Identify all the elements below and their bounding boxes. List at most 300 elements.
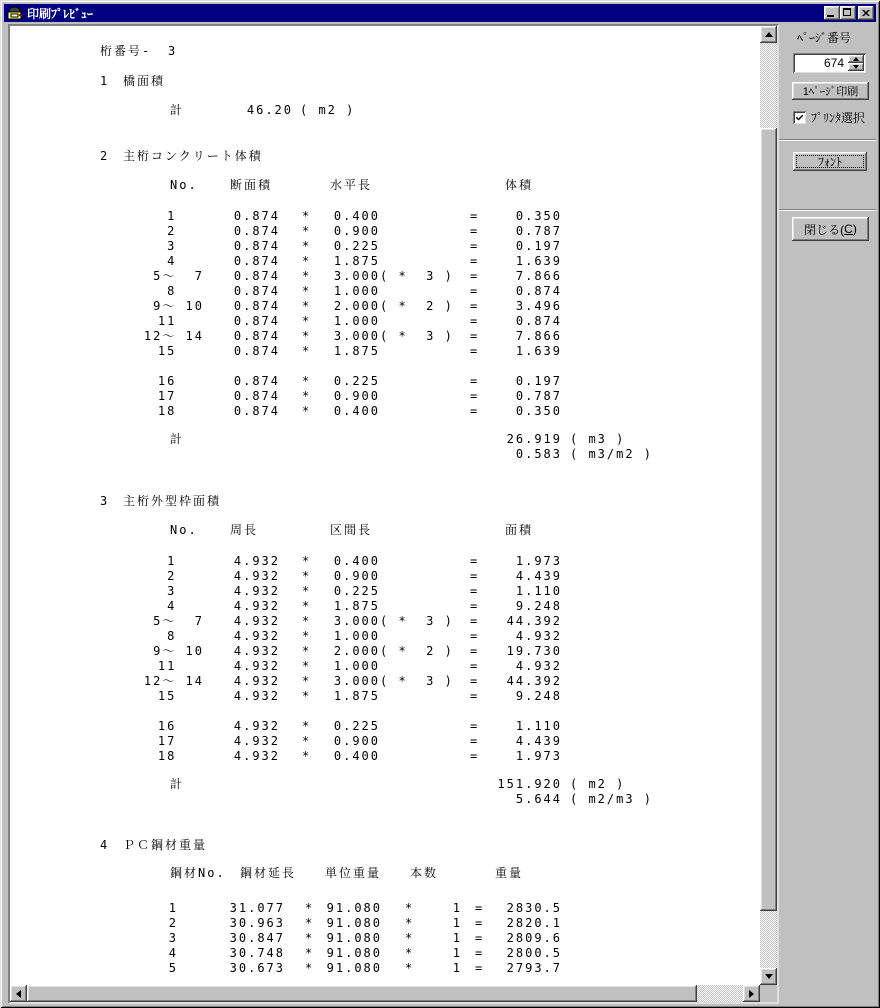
table-row — [10, 719, 760, 734]
cell-count: 1 — [452, 931, 462, 945]
times-sign: * — [302, 659, 312, 673]
cell-steel-len: 31.077 — [229, 901, 285, 915]
equals-sign: = — [470, 404, 480, 418]
table-row — [10, 329, 760, 344]
table-row — [10, 584, 760, 599]
times-sign: * — [305, 901, 315, 915]
section4-headers — [10, 866, 760, 881]
cell-no: 18 — [157, 749, 204, 763]
cell-result: 3.496 — [515, 299, 562, 313]
cell-result: 19.730 — [506, 644, 562, 658]
times-sign: * — [302, 254, 312, 268]
cell-weight: 2820.1 — [506, 916, 562, 930]
page-number-value: 674 — [823, 56, 844, 70]
times-sign: * — [302, 689, 312, 703]
times-sign: * — [302, 599, 312, 613]
times-sign: * — [405, 931, 415, 945]
times-sign: * — [302, 224, 312, 238]
cell-perimeter: 4.932 — [233, 689, 280, 703]
equals-sign: = — [475, 916, 485, 930]
cell-result: 0.197 — [515, 239, 562, 253]
cell-steel-no: 5 — [168, 961, 178, 975]
equals-sign: = — [470, 554, 480, 568]
cell-span: 1.875 — [333, 689, 380, 703]
times-sign: * — [302, 344, 312, 358]
cell-area: 0.874 — [233, 254, 280, 268]
cell-area: 0.874 — [233, 224, 280, 238]
section3-rows-a — [10, 554, 760, 704]
cell-no: 3 — [167, 239, 204, 253]
cell-area: 0.874 — [233, 404, 280, 418]
table-row — [10, 254, 760, 269]
table-row — [10, 239, 760, 254]
cell-result: 7.866 — [515, 269, 562, 283]
spin-up-button[interactable] — [848, 55, 864, 63]
cell-no: 5～ 7 — [153, 614, 204, 628]
cell-count: 1 — [452, 961, 462, 975]
section3-headers — [10, 523, 760, 538]
total-value: 26.919 — [506, 432, 562, 446]
col-header-volume: 体積 — [505, 178, 534, 192]
cell-steel-no: 3 — [168, 931, 178, 945]
cell-result: 4.932 — [515, 629, 562, 643]
equals-sign: = — [470, 284, 480, 298]
cell-result: 0.197 — [515, 374, 562, 388]
window-controls — [824, 6, 874, 20]
cell-length: 0.225 — [333, 374, 380, 388]
spin-down-button[interactable] — [848, 63, 864, 71]
equals-sign: = — [470, 389, 480, 403]
cell-steel-len: 30.748 — [229, 946, 285, 960]
cell-area: 0.874 — [233, 314, 280, 328]
table-row — [10, 931, 760, 946]
times-sign: * — [305, 946, 315, 960]
close-dialog-button[interactable] — [792, 217, 869, 241]
section-title: 主桁外型枠面積 — [123, 494, 222, 508]
cell-multiplier: ( * 3 ) — [380, 269, 454, 283]
cell-unit-weight: 91.080 — [326, 946, 382, 960]
printer-select-label: ﾌﾟﾘﾝﾀ選択 — [811, 111, 866, 125]
times-sign: * — [302, 674, 312, 688]
cell-no: 3 — [167, 584, 204, 598]
cell-span: 0.400 — [333, 554, 380, 568]
arrow-up-icon — [765, 32, 773, 37]
cell-result: 1.973 — [515, 554, 562, 568]
equals-sign: = — [475, 961, 485, 975]
cell-perimeter: 4.932 — [233, 674, 280, 688]
col-header-area: 断面積 — [230, 178, 273, 192]
table-row — [10, 916, 760, 931]
equals-sign: = — [470, 344, 480, 358]
cell-area: 0.874 — [233, 284, 280, 298]
section-number: 4 — [100, 838, 110, 852]
table-row — [10, 946, 760, 961]
section2-title — [10, 149, 760, 164]
cell-no: 15 — [157, 689, 204, 703]
total-unit: ( m3/m2 ) — [570, 447, 654, 461]
cell-length: 3.000 — [333, 269, 380, 283]
total-unit: ( m2 ) — [300, 103, 356, 117]
cell-no: 9～ 10 — [153, 644, 204, 658]
section3-title — [10, 494, 760, 509]
separator — [779, 139, 876, 141]
table-row — [10, 614, 760, 629]
equals-sign: = — [470, 314, 480, 328]
times-sign: * — [302, 404, 312, 418]
table-row — [10, 674, 760, 689]
equals-sign: = — [470, 644, 480, 658]
cell-no: 17 — [157, 389, 204, 403]
cell-area: 0.874 — [233, 239, 280, 253]
cell-count: 1 — [452, 901, 462, 915]
title-bar[interactable] — [4, 4, 876, 22]
minimize-icon — [827, 15, 834, 17]
times-sign: * — [302, 749, 312, 763]
control-panel — [779, 26, 876, 1000]
cell-span: 1.000 — [333, 659, 380, 673]
scrollbar-corner — [760, 985, 777, 1002]
cell-result: 4.439 — [515, 734, 562, 748]
girder-line — [10, 44, 760, 59]
table-row — [10, 554, 760, 569]
cell-result: 1.639 — [515, 344, 562, 358]
close-icon — [862, 10, 870, 17]
times-sign: * — [302, 329, 312, 343]
times-sign: * — [302, 569, 312, 583]
table-row — [10, 374, 760, 389]
cell-span: 2.000 — [333, 644, 380, 658]
section1-title — [10, 74, 760, 89]
equals-sign: = — [470, 689, 480, 703]
times-sign: * — [302, 314, 312, 328]
equals-sign: = — [470, 584, 480, 598]
cell-no: 11 — [157, 659, 204, 673]
table-row — [10, 734, 760, 749]
maximize-button[interactable] — [840, 6, 856, 20]
table-row — [10, 269, 760, 284]
close-label: 閉じる( — [804, 222, 845, 237]
times-sign: * — [302, 269, 312, 283]
cell-count: 1 — [452, 916, 462, 930]
table-row — [10, 389, 760, 404]
col-header-length: 水平長 — [330, 178, 373, 192]
close-button[interactable] — [858, 6, 874, 20]
arrow-down-icon — [765, 974, 773, 979]
section3-total-2 — [10, 792, 760, 807]
equals-sign: = — [470, 569, 480, 583]
cell-result: 9.248 — [515, 599, 562, 613]
cell-no: 8 — [167, 629, 204, 643]
cell-area: 0.874 — [233, 374, 280, 388]
section-title: 橋面積 — [123, 74, 166, 88]
section-number: 1 — [100, 74, 110, 88]
cell-perimeter: 4.932 — [233, 584, 280, 598]
cell-result: 44.392 — [506, 674, 562, 688]
scroll-down-button[interactable] — [760, 968, 777, 985]
cell-result: 1.110 — [515, 719, 562, 733]
times-sign: * — [302, 629, 312, 643]
equals-sign: = — [470, 749, 480, 763]
scroll-left-button[interactable] — [10, 985, 27, 1002]
col-header-steel-len: 鋼材延長 — [240, 866, 297, 880]
cell-result: 44.392 — [506, 614, 562, 628]
minimize-button[interactable] — [824, 6, 840, 20]
total-label: 計 — [170, 103, 185, 117]
close-label: ) — [852, 222, 857, 236]
total-unit: ( m3 ) — [570, 432, 626, 446]
cell-perimeter: 4.932 — [233, 644, 280, 658]
cell-no: 5～ 7 — [153, 269, 204, 283]
cell-steel-len: 30.963 — [229, 916, 285, 930]
cell-result: 0.787 — [515, 224, 562, 238]
times-sign: * — [302, 644, 312, 658]
cell-perimeter: 4.932 — [233, 659, 280, 673]
document-page — [10, 26, 760, 985]
cell-perimeter: 4.932 — [233, 554, 280, 568]
col-header-no: No. — [170, 178, 198, 192]
equals-sign: = — [470, 719, 480, 733]
cell-result: 7.866 — [515, 329, 562, 343]
preview-pane — [8, 24, 779, 1004]
cell-span: 0.225 — [333, 584, 380, 598]
cell-no: 4 — [167, 254, 204, 268]
times-sign: * — [302, 374, 312, 388]
section3-rows-b — [10, 719, 760, 764]
equals-sign: = — [470, 734, 480, 748]
cell-result: 4.439 — [515, 569, 562, 583]
cell-unit-weight: 91.080 — [326, 916, 382, 930]
vertical-scrollbar-thumb[interactable] — [760, 128, 777, 911]
times-sign: * — [305, 931, 315, 945]
equals-sign: = — [470, 599, 480, 613]
page-number-label: ﾍﾟｰｼﾞ番号 — [797, 31, 852, 45]
arrow-left-icon — [16, 990, 21, 998]
total-unit: ( m2/m3 ) — [570, 792, 654, 806]
cell-steel-len: 30.847 — [229, 931, 285, 945]
app-icon — [7, 5, 23, 21]
table-row — [10, 569, 760, 584]
cell-span: 3.000 — [333, 614, 380, 628]
total-value: 151.920 — [497, 777, 562, 791]
table-row — [10, 404, 760, 419]
table-row — [10, 599, 760, 614]
check-icon — [796, 114, 803, 121]
horizontal-scrollbar[interactable] — [10, 985, 760, 1002]
equals-sign: = — [470, 269, 480, 283]
printer-select-checkbox[interactable] — [793, 111, 806, 124]
section1-total — [10, 103, 760, 118]
times-sign: * — [302, 614, 312, 628]
section2-total-1 — [10, 432, 760, 447]
close-accesskey: C — [844, 222, 853, 236]
table-row — [10, 629, 760, 644]
equals-sign: = — [475, 946, 485, 960]
cell-perimeter: 4.932 — [233, 719, 280, 733]
cell-result: 0.874 — [515, 284, 562, 298]
cell-no: 18 — [157, 404, 204, 418]
cell-length: 2.000 — [333, 299, 380, 313]
cell-steel-no: 4 — [168, 946, 178, 960]
page-number-spinner — [848, 55, 864, 71]
equals-sign: = — [470, 614, 480, 628]
cell-area: 0.874 — [233, 299, 280, 313]
girder-number: 3 — [168, 44, 178, 58]
equals-sign: = — [470, 209, 480, 223]
cell-no: 1 — [167, 209, 204, 223]
total-unit: ( m2 ) — [570, 777, 626, 791]
cell-area: 0.874 — [233, 329, 280, 343]
times-sign: * — [305, 961, 315, 975]
cell-no: 9～ 10 — [153, 299, 204, 313]
table-row — [10, 659, 760, 674]
cell-perimeter: 4.932 — [233, 569, 280, 583]
table-row — [10, 209, 760, 224]
cell-perimeter: 4.932 — [233, 614, 280, 628]
arrow-right-icon — [749, 990, 754, 998]
table-row — [10, 224, 760, 239]
arrow-up-icon — [853, 57, 859, 61]
section3-total-1 — [10, 777, 760, 792]
times-sign: * — [405, 961, 415, 975]
table-row — [10, 299, 760, 314]
times-sign: * — [305, 916, 315, 930]
equals-sign: = — [475, 931, 485, 945]
col-header-steel-no: 鋼材No. — [170, 866, 226, 880]
cell-perimeter: 4.932 — [233, 734, 280, 748]
times-sign: * — [302, 584, 312, 598]
times-sign: * — [302, 734, 312, 748]
cell-perimeter: 4.932 — [233, 749, 280, 763]
col-header-count: 本数 — [410, 866, 439, 880]
times-sign: * — [302, 209, 312, 223]
table-row — [10, 344, 760, 359]
cell-steel-no: 1 — [168, 901, 178, 915]
cell-span: 1.875 — [333, 599, 380, 613]
cell-multiplier: ( * 3 ) — [380, 674, 454, 688]
table-row — [10, 901, 760, 916]
cell-weight: 2830.5 — [506, 901, 562, 915]
vertical-scrollbar[interactable] — [760, 26, 777, 985]
equals-sign: = — [470, 674, 480, 688]
section2-rows-b — [10, 374, 760, 419]
table-row — [10, 689, 760, 704]
cell-no: 1 — [167, 554, 204, 568]
cell-weight: 2793.7 — [506, 961, 562, 975]
printer-select-row — [793, 109, 865, 126]
cell-length: 1.000 — [333, 284, 380, 298]
times-sign: * — [302, 299, 312, 313]
equals-sign: = — [470, 629, 480, 643]
equals-sign: = — [470, 239, 480, 253]
cell-unit-weight: 91.080 — [326, 901, 382, 915]
cell-no: 17 — [157, 734, 204, 748]
cell-unit-weight: 91.080 — [326, 961, 382, 975]
table-row — [10, 961, 760, 976]
col-header-area: 面積 — [505, 523, 534, 537]
section-title: 主桁コンクリート体積 — [123, 149, 263, 163]
cell-no: 8 — [167, 284, 204, 298]
cell-no: 12～ 14 — [143, 329, 204, 343]
equals-sign: = — [470, 374, 480, 388]
cell-no: 2 — [167, 224, 204, 238]
cell-multiplier: ( * 2 ) — [380, 299, 454, 313]
cell-span: 0.400 — [333, 749, 380, 763]
girder-label: 桁番号- — [100, 44, 152, 58]
cell-span: 0.225 — [333, 719, 380, 733]
cell-multiplier: ( * 3 ) — [380, 329, 454, 343]
col-header-no: No. — [170, 523, 198, 537]
section4-rows — [10, 901, 760, 976]
times-sign: * — [302, 239, 312, 253]
maximize-icon — [843, 8, 851, 16]
cell-area: 0.874 — [233, 389, 280, 403]
cell-result: 1.973 — [515, 749, 562, 763]
scroll-up-button[interactable] — [760, 26, 777, 43]
times-sign: * — [302, 389, 312, 403]
cell-span: 0.900 — [333, 734, 380, 748]
cell-steel-len: 30.673 — [229, 961, 285, 975]
cell-length: 1.000 — [333, 314, 380, 328]
cell-length: 3.000 — [333, 329, 380, 343]
cell-multiplier: ( * 3 ) — [380, 614, 454, 628]
horizontal-scrollbar-thumb[interactable] — [27, 985, 697, 1002]
cell-length: 0.900 — [333, 224, 380, 238]
total-label: 計 — [170, 432, 185, 446]
table-row — [10, 284, 760, 299]
section-number: 3 — [100, 494, 110, 508]
equals-sign: = — [470, 329, 480, 343]
cell-span: 1.000 — [333, 629, 380, 643]
section4-title — [10, 838, 760, 853]
times-sign: * — [302, 719, 312, 733]
scroll-right-button[interactable] — [743, 985, 760, 1002]
cell-result: 1.639 — [515, 254, 562, 268]
cell-perimeter: 4.932 — [233, 629, 280, 643]
cell-result: 9.248 — [515, 689, 562, 703]
cell-no: 11 — [157, 314, 204, 328]
col-header-weight: 重量 — [495, 866, 524, 880]
cell-weight: 2800.5 — [506, 946, 562, 960]
cell-no: 4 — [167, 599, 204, 613]
cell-result: 0.350 — [515, 209, 562, 223]
section2-headers — [10, 178, 760, 193]
cell-length: 0.400 — [333, 209, 380, 223]
section-number: 2 — [100, 149, 110, 163]
cell-result: 1.110 — [515, 584, 562, 598]
font-button[interactable]: ﾌｫﾝﾄ — [793, 152, 867, 171]
cell-perimeter: 4.932 — [233, 599, 280, 613]
cell-no: 16 — [157, 374, 204, 388]
table-row — [10, 644, 760, 659]
page-number-input[interactable] — [793, 53, 866, 73]
print-one-page-button[interactable]: 1ﾍﾟｰｼﾞ印刷 — [792, 82, 869, 100]
cell-no: 16 — [157, 719, 204, 733]
cell-span: 0.900 — [333, 569, 380, 583]
cell-length: 1.875 — [333, 344, 380, 358]
col-header-span: 区間長 — [330, 523, 373, 537]
cell-unit-weight: 91.080 — [326, 931, 382, 945]
times-sign: * — [405, 946, 415, 960]
cell-result: 0.787 — [515, 389, 562, 403]
cell-count: 1 — [452, 946, 462, 960]
window-title: 印刷ﾌﾟﾚﾋﾞｭｰ — [27, 6, 94, 21]
cell-length: 0.900 — [333, 389, 380, 403]
equals-sign: = — [470, 299, 480, 313]
equals-sign: = — [470, 224, 480, 238]
separator — [779, 209, 876, 211]
cell-no: 15 — [157, 344, 204, 358]
times-sign: * — [405, 916, 415, 930]
